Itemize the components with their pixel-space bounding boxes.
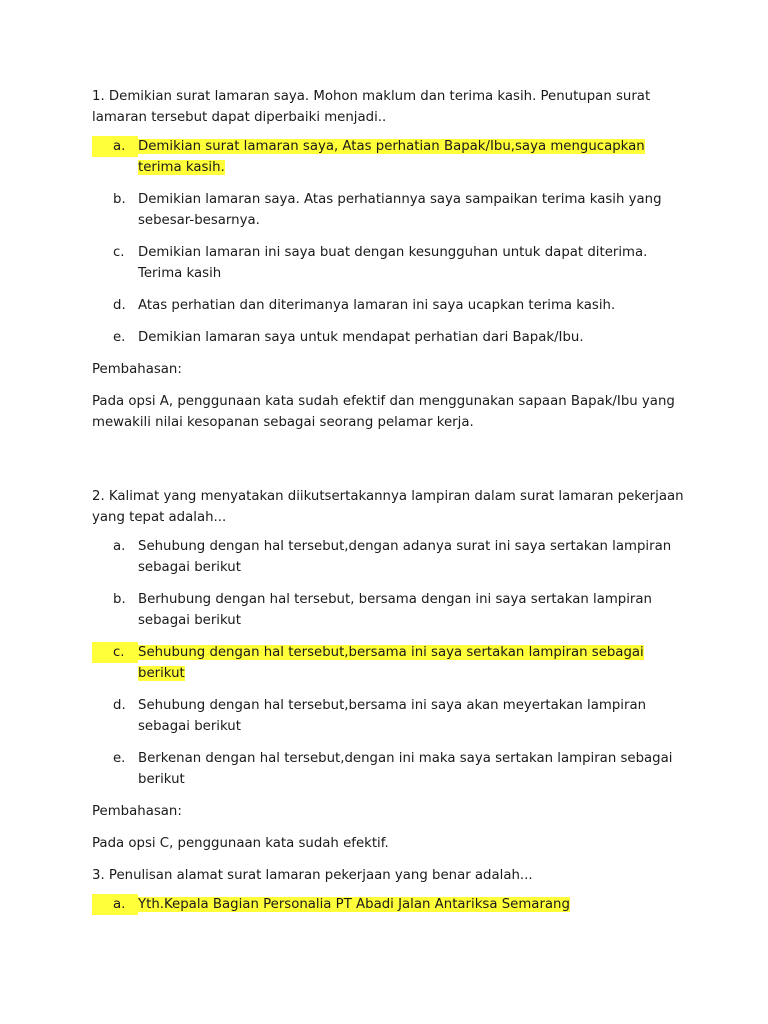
option-list — [92, 894, 692, 915]
question-2 — [92, 486, 692, 854]
option-text: Demikian lamaran saya untuk mendapat perhatian dari Bapak/Ibu. — [138, 330, 584, 345]
option-letter: e. — [113, 330, 126, 345]
option-letter: c. — [113, 245, 125, 260]
question-stem: 3. Penulisan alamat surat lamaran pekerjaan yang benar adalah... — [92, 868, 533, 883]
option-text: Berkenan dengan hal tersebut,dengan ini maka saya sertakan lampiran sebagai berikut — [138, 751, 673, 787]
option-letter: a. — [92, 894, 138, 915]
option-letter: e. — [113, 751, 126, 766]
option-letter: b. — [113, 592, 126, 607]
question-1 — [92, 86, 692, 433]
option-text: Sehubung dengan hal tersebut,dengan adanya surat ini saya sertakan lampiran sebagai berikut — [138, 539, 672, 575]
option-letter: a. — [92, 136, 138, 157]
question-stem: 1. Demikian surat lamaran saya. Mohon maklum dan terima kasih. Penutupan surat lamaran tersebut dapat diperbaiki menjadi.. — [92, 89, 651, 125]
discussion-label: Pembahasan: — [92, 362, 182, 377]
option-b — [92, 589, 692, 631]
spacer — [92, 444, 692, 486]
option-e — [92, 327, 692, 348]
discussion-label: Pembahasan: — [92, 804, 182, 819]
option-letter: a. — [113, 539, 126, 554]
option-text: Demikian lamaran saya. Atas perhatiannya saya sampaikan terima kasih yang sebesar-besarnya. — [138, 192, 662, 228]
option-b — [92, 189, 692, 231]
document-page — [92, 86, 692, 926]
option-a — [92, 894, 692, 915]
option-letter: b. — [113, 192, 126, 207]
option-text: Demikian surat lamaran saya, Atas perhatian Bapak/Ibu,saya mengucapkan terima kasih. — [138, 139, 645, 175]
option-a — [92, 136, 692, 178]
option-text: Sehubung dengan hal tersebut,bersama ini saya sertakan lampiran sebagai berikut — [138, 645, 644, 681]
option-a — [92, 536, 692, 578]
option-list — [92, 536, 692, 790]
option-list — [92, 136, 692, 348]
discussion-text: Pada opsi C, penggunaan kata sudah efektif. — [92, 836, 389, 851]
option-text: Berhubung dengan hal tersebut, bersama dengan ini saya sertakan lampiran sebagai berikut — [138, 592, 652, 628]
discussion-text: Pada opsi A, penggunaan kata sudah efektif dan menggunakan sapaan Bapak/Ibu yang mewakili nilai kesopanan sebagai seorang pelamar kerja. — [92, 394, 675, 430]
option-letter: d. — [113, 698, 126, 713]
option-c — [92, 642, 692, 684]
option-e — [92, 748, 692, 790]
option-c — [92, 242, 692, 284]
question-3 — [92, 865, 692, 915]
option-text: Atas perhatian dan diterimanya lamaran ini saya ucapkan terima kasih. — [138, 298, 616, 313]
option-text: Yth.Kepala Bagian Personalia PT Abadi Jalan Antariksa Semarang — [138, 897, 570, 912]
option-letter: d. — [113, 298, 126, 313]
option-text: Sehubung dengan hal tersebut,bersama ini saya akan meyertakan lampiran sebagai berikut — [138, 698, 647, 734]
option-text: Demikian lamaran ini saya buat dengan kesungguhan untuk dapat diterima. Terima kasih — [138, 245, 648, 281]
option-d — [92, 695, 692, 737]
option-letter: c. — [92, 642, 138, 663]
option-d — [92, 295, 692, 316]
question-stem: 2. Kalimat yang menyatakan diikutsertakannya lampiran dalam surat lamaran pekerjaan yang tepat adalah... — [92, 489, 684, 525]
